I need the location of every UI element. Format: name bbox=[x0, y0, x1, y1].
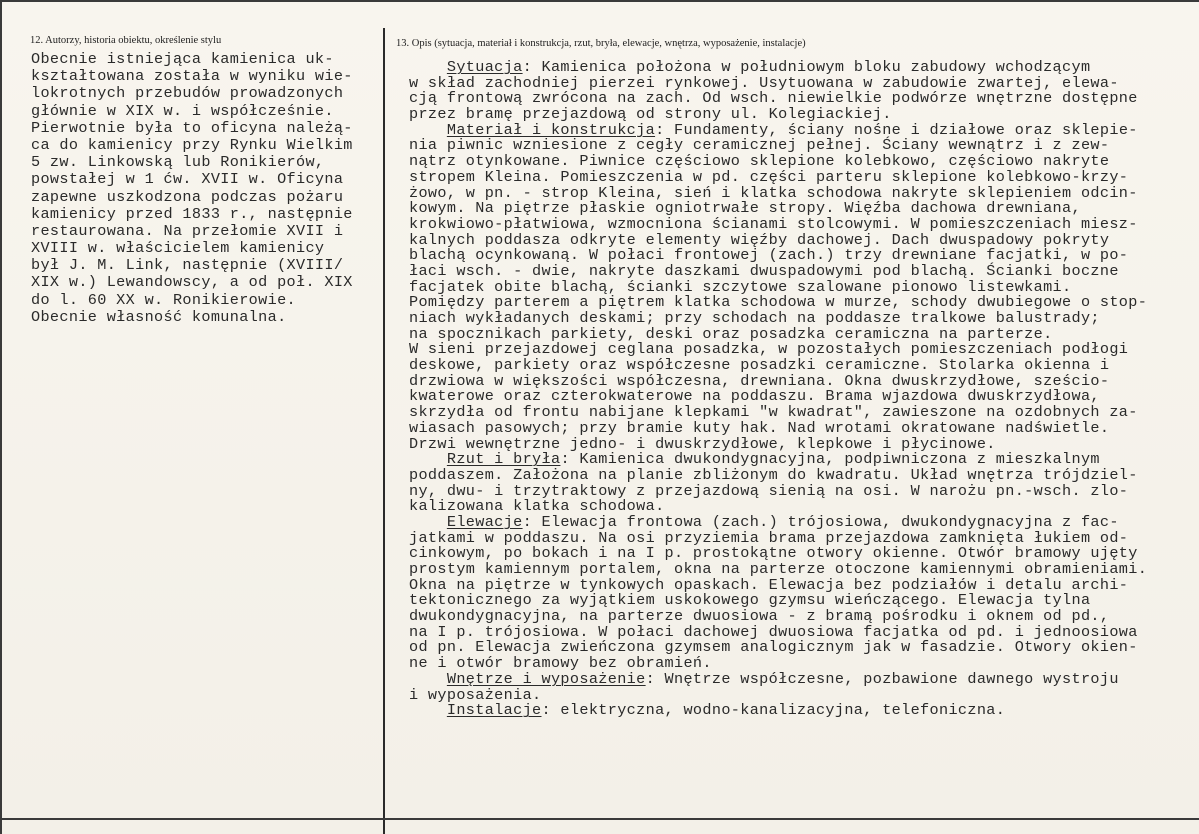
line-text: cją frontową zwrócona na zach. Od wsch. niewielkie podwórze wnętrzne dostępne bbox=[409, 89, 1138, 108]
section-12-heading: 12. Autorzy, historia obiektu, określenie stylu bbox=[30, 35, 222, 46]
line-text: poddaszem. Założona na planie zbliżonym do kwadratu. Układ wnętrza trójdziel- bbox=[409, 465, 1138, 484]
history-line: kamienicy przed 1833 r., następnie bbox=[31, 204, 353, 223]
line-text: od pn. Elewacja zwieńczona gzymsem analogicznym jak w fasadzie. Otwory okien- bbox=[409, 638, 1138, 657]
line-text: niach wykładanych deskami; przy schodach na poddasze tralkowe balustrady; bbox=[409, 309, 1100, 327]
history-line: do l. 60 XX w. Ronikierowie. bbox=[31, 290, 296, 309]
line-text: kalnych poddasza odkryte elementy więźby dachowej. Dach dwuspadowy pokryty bbox=[409, 230, 1110, 249]
line-text: deskowe, parkiety oraz współczesne posadzki ceramiczne. Stolarka okienna i bbox=[409, 356, 1110, 375]
history-line: zapewne uszkodzona podczas pożaru bbox=[31, 187, 344, 206]
line-text: kwaterowe oraz czterokwaterowe na poddaszu. Brama wjazdowa dwuskrzydłowa, bbox=[409, 387, 1100, 406]
line-text: przez bramę przejazdową od strony ul. Kolegiackiej. bbox=[409, 105, 892, 124]
line-text: : Wnętrze współczesne, pozbawione dawnego wystroju bbox=[645, 669, 1119, 688]
line-text: w skład zachodniej pierzei rynkowej. Usytuowana w zabudowie zwartej, elewa- bbox=[409, 73, 1119, 92]
line-text: krokwiowo-płatwiowa, wzmocniona ścianami stolcowymi. W pomieszczeniach miesz- bbox=[409, 214, 1138, 233]
section-label: Instalacje bbox=[446, 701, 542, 720]
description-text bbox=[409, 60, 1199, 719]
line-text: ne i otwór bramowy bez obramień. bbox=[409, 654, 712, 673]
line-text: na spocznikach parkiety, deski oraz posadzka ceramiczna na parterze. bbox=[409, 324, 1053, 343]
line-text: tektonicznego za wyjątkiem uskokowego gzymsu wieńczącego. Elewacja tylna bbox=[409, 591, 1091, 610]
line-text: jatkami w poddaszu. Na osi przyziemia brama przejazdowa zamknięta łukiem od- bbox=[409, 528, 1129, 547]
history-line: był J. M. Link, następnie (XVIII/ bbox=[31, 256, 344, 275]
line-text: skrzydła od frontu nabijane klepkami "w kwadrat", zawieszone na ozdobnych za- bbox=[409, 403, 1138, 422]
history-line: Obecnie istniejąca kamienica uk- bbox=[31, 50, 334, 68]
line-text: blachą ocynkowaną. W połaci frontowej (zach.) trzy drewniane facjatki, w po- bbox=[409, 246, 1129, 265]
history-line: XVIII w. właścicielem kamienicy bbox=[31, 239, 325, 258]
line-text: : Elewacja frontowa (zach.) trójosiowa, dwukondygnacyjna z fac- bbox=[522, 512, 1119, 531]
line-text: cinkowym, po bokach i na I p. prostokątne otwory okienne. Otwór bramowy ujęty bbox=[409, 544, 1138, 563]
section-label: Rzut i bryła bbox=[446, 450, 561, 469]
description-line bbox=[409, 703, 1199, 719]
line-text: żowo, w pn. - strop Kleina, sień i klatka schodowa nakryte sklepieniem odcin- bbox=[409, 183, 1138, 202]
section-13-heading: 13. Opis (sytuacja, materiał i konstrukcja, rzut, bryła, elewacje, wnętrza, wyposażenie, instalacje) bbox=[396, 38, 806, 49]
line-text: łaci wsch. - dwie, nakryte daszkami dwuspadowymi pod blachą. Ścianki boczne bbox=[409, 261, 1119, 280]
column-divider bbox=[383, 28, 385, 834]
line-text: wiasach pasowych; przy bramie kuty hak. Nad wrotami okratowane nadświetle. bbox=[409, 418, 1110, 437]
history-line: Pierwotnie była to oficyna należą- bbox=[31, 118, 353, 137]
line-text: dwukondygnacyjna, na parterze dwuosiowa - z bramą pośrodku i oknem od pd., bbox=[409, 607, 1110, 626]
line-text: prostym kamiennym portalem, okna na parterze otoczone kamiennymi obramieniami. bbox=[409, 560, 1148, 578]
line-text: W sieni przejazdowej ceglana posadzka, w pozostałych pomieszczeniach podłogi bbox=[409, 340, 1129, 359]
line-text: Drzwi wewnętrzne jedno- i dwuskrzydłowe, klepkowe i płycinowe. bbox=[409, 434, 996, 453]
line-text: na I p. trójosiowa. W połaci dachowej dwuosiowa facjatka od pd. i jednoosiowa bbox=[409, 622, 1138, 641]
history-text bbox=[31, 51, 379, 326]
top-border bbox=[0, 0, 1199, 2]
history-line: restaurowana. Na przełomie XVII i bbox=[31, 221, 344, 240]
line-text: kowym. Na piętrze płaskie ogniotrwałe stropy. Więźba dachowa drewniana, bbox=[409, 199, 1081, 218]
section-label: Elewacje bbox=[446, 512, 523, 531]
line-text: facjatek obite blachą, ścianki szczytowe szalowane pionowo listewkami. bbox=[409, 277, 1072, 296]
history-line: kształtowana została w wyniku wie- bbox=[31, 67, 353, 86]
left-border bbox=[0, 0, 2, 834]
section-label: Wnętrze i wyposażenie bbox=[446, 669, 646, 688]
line-text: kalizowana klatka schodowa. bbox=[409, 497, 665, 516]
history-line: Obecnie własność komunalna. bbox=[31, 307, 287, 326]
line-text: Okna na piętrze w tynkowych opaskach. Elewacja bez podziałów i detalu archi- bbox=[409, 575, 1129, 594]
section-label: Sytuacja bbox=[446, 58, 523, 76]
bottom-border bbox=[0, 818, 1199, 820]
history-line: lokrotnych przebudów prowadzonych bbox=[31, 84, 344, 103]
line-text: drzwiowa w większości współczesna, drewniana. Okna dwuskrzydłowe, sześcio- bbox=[409, 371, 1110, 390]
line-text: nątrz otynkowane. Piwnice częściowo sklepione kolebkowo, częściowo nakryte bbox=[409, 152, 1110, 171]
history-line: 5 zw. Linkowską lub Ronikierów, bbox=[31, 153, 325, 172]
line-text: ny, dwu- i trzytraktowy z przejazdową sienią na osi. W narożu pn.-wsch. zlo- bbox=[409, 481, 1129, 500]
line-text: Pomiędzy parterem a piętrem klatka schodowa w murze, schody dwubiegowe o stop- bbox=[409, 293, 1148, 312]
line-text: : Kamienica dwukondygnacyjna, podpiwniczona z mieszkalnym bbox=[560, 450, 1100, 469]
line-text: : Kamienica położona w południowym bloku zabudowy wchodzącym bbox=[522, 58, 1091, 76]
line-text: i wyposażenia. bbox=[409, 685, 542, 704]
section-label: Materiał i konstrukcja bbox=[446, 120, 656, 139]
history-line: powstałej w 1 ćw. XVII w. Oficyna bbox=[31, 170, 344, 189]
history-line: XIX w.) Lewandowscy, a od poł. XIX bbox=[31, 273, 353, 292]
history-line: głównie w XIX w. i współcześnie. bbox=[31, 101, 334, 120]
line-text: stropem Kleina. Pomieszczenia w pd. części parteru sklepione kolebkowo-krzy- bbox=[409, 167, 1129, 186]
line-text: nia piwnic wzniesione z cegły ceramicznej pełnej. Ściany wewnątrz i z zew- bbox=[409, 136, 1110, 155]
history-line: ca do kamienicy przy Rynku Wielkim bbox=[31, 135, 353, 154]
line-text: : Fundamenty, ściany nośne i działowe oraz sklepie- bbox=[655, 120, 1138, 139]
line-text: : elektryczna, wodno-kanalizacyjna, telefoniczna. bbox=[541, 701, 1006, 720]
